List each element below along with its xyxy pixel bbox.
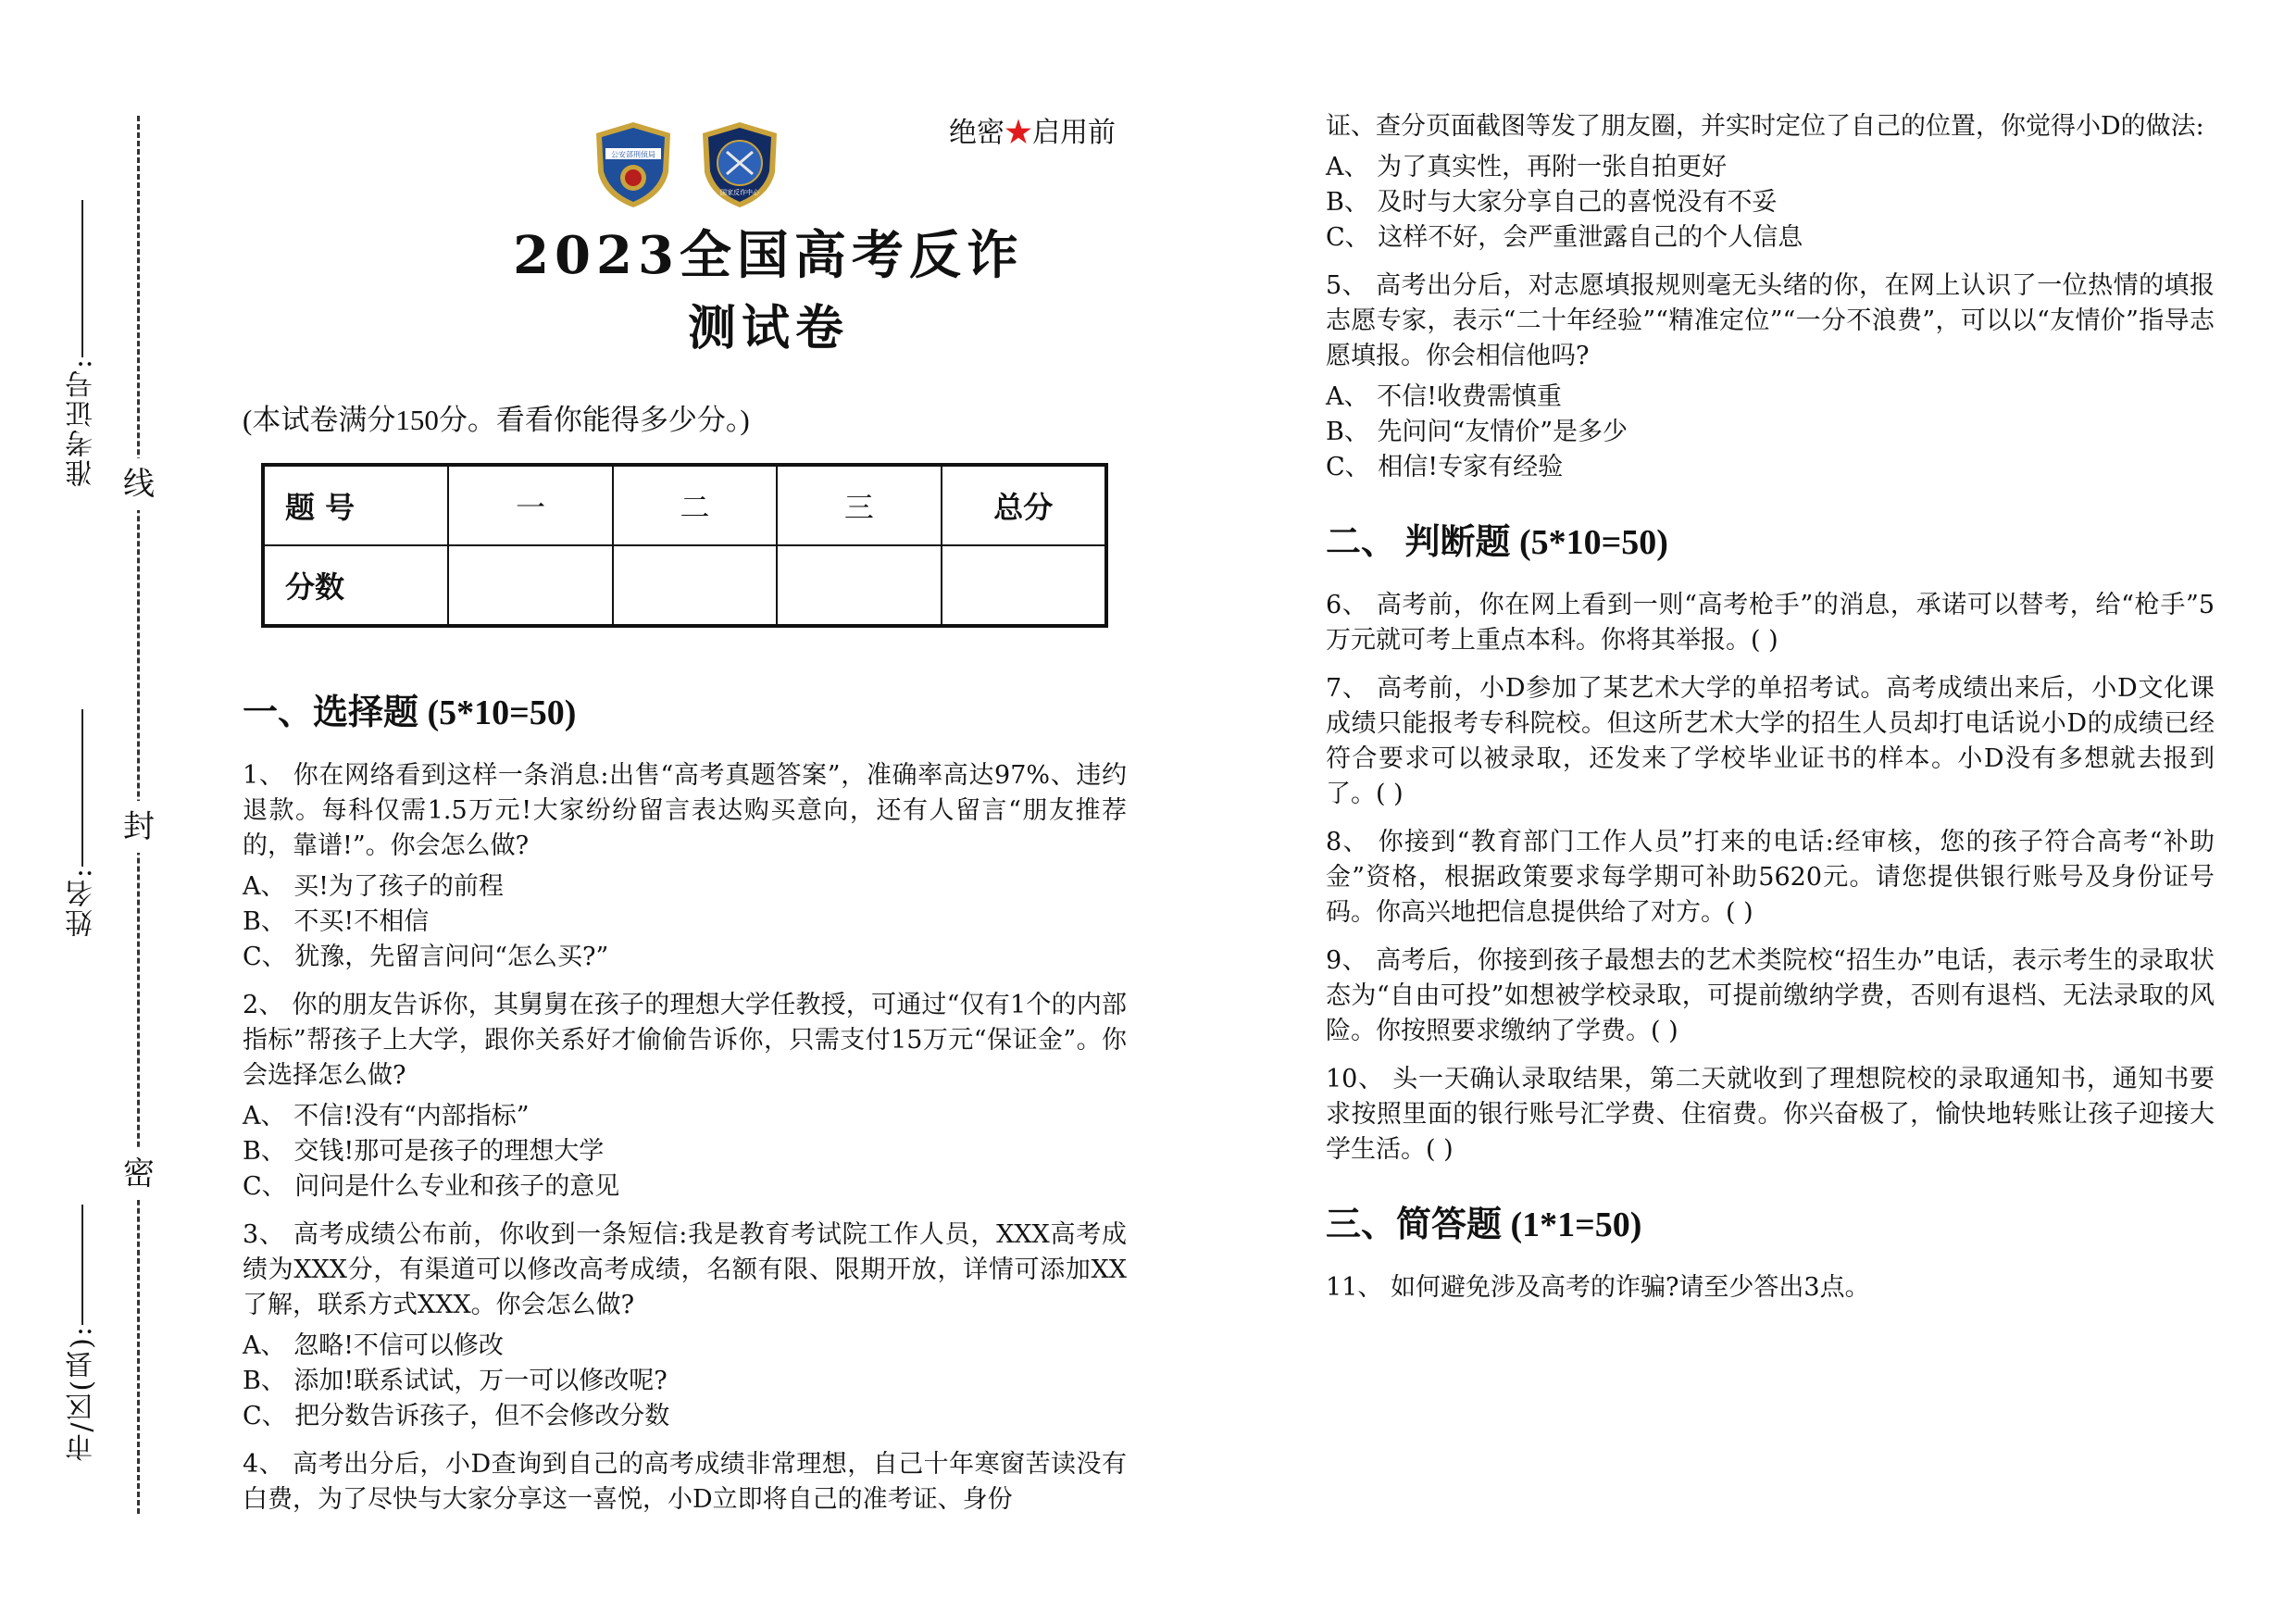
question-2-option-a: A、 不信!没有“内部指标” <box>243 1102 530 1131</box>
question-6-text: 6、 高考前，你在网上看到一则“高考枪手”的消息，承诺可以替考，给“枪手”5万元就可考上重点本科。你将其举报。( ) <box>1326 591 2215 655</box>
question-3-option-b: B、 添加!联系试试，万一可以修改呢? <box>243 1367 668 1395</box>
question-9 <box>1326 943 2215 1049</box>
score-cell-total[interactable] <box>942 545 1106 626</box>
anti-fraud-center-logo <box>699 120 780 209</box>
exam-id-underline <box>81 200 83 357</box>
question-4-continued <box>1326 109 2215 256</box>
question-11-text: 11、 如何避免涉及高考的诈骗?请至少答出3点。 <box>1326 1273 1870 1302</box>
question-7 <box>1326 671 2215 812</box>
name-underline <box>81 709 83 867</box>
question-9-text: 9、 高考后，你接到孩子最想去的艺术类院校“招生办”电话，表示考生的录取状态为“自由可投”如想被学校录取，可提前缴纳学费，否则有退档、无法录取的风险。你按照要求缴纳了学费。( ) <box>1326 946 2215 1045</box>
star-icon: ★ <box>1004 117 1032 149</box>
score-table-header-row <box>263 465 1106 545</box>
question-3-option-c: C、 把分数告诉孩子，但不会修改分数 <box>243 1402 670 1430</box>
question-2-text: 2、 你的朋友告诉你，其舅舅在孩子的理想大学任教授，可通过“仅有1个的内部指标”帮孩子上大学，跟你关系好才偷偷告诉你，只需支付15万元“保证金”。你会选择怎么做? <box>243 991 1127 1090</box>
exam-intro: (本试卷满分150分。看看你能得多少分。) <box>243 404 750 436</box>
question-4 <box>243 1447 1127 1518</box>
question-8-text: 8、 你接到“教育部门工作人员”打来的电话:经审核，您的孩子符合高考“补助金”资格，根据政策要求每学期可补助5620元。请您提供银行账号及身份证号码。你高兴地把信息提供给了对方。( ) <box>1326 828 2215 927</box>
city-label: 市/区(县): <box>66 1325 98 1462</box>
question-10-text: 10、 头一天确认录取结果，第二天就收到了理想院校的录取通知书，通知书要求按照里面的银行账号汇学费、住宿费。你兴奋极了，愉快地转账让孩子迎接大学生活。( ) <box>1326 1065 2215 1164</box>
question-1-option-c: C、 犹豫，先留言问问“怎么买?” <box>243 943 609 971</box>
score-cell-1[interactable] <box>448 545 612 626</box>
score-table-header-1: 一 <box>448 465 612 545</box>
question-5-option-c: C、 相信!专家有经验 <box>1326 453 1564 481</box>
question-3 <box>243 1218 1127 1434</box>
question-3-text: 3、 高考成绩公布前，你收到一条短信:我是教育考试院工作人员，XXX高考成绩为XXX分，有渠道可以修改高考成绩，名额有限、限期开放，详情可添加XX了解，联系方式XXX。你会怎么做? <box>243 1220 1127 1319</box>
question-8 <box>1326 825 2215 931</box>
score-table-score-row <box>263 545 1106 626</box>
question-1-option-a: A、 买!为了孩子的前程 <box>243 872 504 901</box>
exam-id-field <box>41 194 124 487</box>
confidential-mark <box>949 109 1116 150</box>
question-4-option-a: A、 为了真实性，再附一张自拍更好 <box>1326 153 1728 181</box>
score-table <box>261 463 1108 628</box>
name-field <box>41 704 124 937</box>
score-table-header-total: 总分 <box>942 465 1106 545</box>
confidential-suffix: 启用前 <box>1032 117 1116 149</box>
section3-heading: 三、简答题 (1*1=50) <box>1326 1206 1642 1244</box>
right-column <box>1326 109 2215 1311</box>
left-column <box>243 683 1127 1530</box>
exam-title: 2023全国高考反诈 <box>513 225 1024 286</box>
section2-heading: 二、 判断题 (5*10=50) <box>1326 523 1668 562</box>
seal-secret-char: 密 <box>119 1148 159 1200</box>
police-badge-text: 公安部刑侦局 <box>611 150 655 159</box>
question-5-option-b: B、 先问问“友情价”是多少 <box>1326 418 1628 446</box>
seal-line-char: 线 <box>119 458 159 510</box>
question-6 <box>1326 588 2215 658</box>
question-5-option-a: A、 不信!收费需慎重 <box>1326 382 1562 411</box>
exam-id-label: 准考证号: <box>66 357 98 488</box>
police-badge-logo <box>593 120 674 209</box>
question-1-option-b: B、 不买!不相信 <box>243 907 430 936</box>
score-cell-2[interactable] <box>613 545 777 626</box>
city-field <box>41 1199 124 1462</box>
question-5-text: 5、 高考出分后，对志愿填报规则毫无头绪的你，在网上认识了一位热情的填报志愿专家，表示“二十年经验”“精准定位”“一分不浪费”，可以以“友情价”指导志愿填报。你会相信他吗? <box>1326 271 2215 370</box>
score-table-header-2: 二 <box>613 465 777 545</box>
anti-fraud-center-text: 国家反诈中心 <box>720 189 759 196</box>
question-4-option-b: B、 及时与大家分享自己的喜悦没有不妥 <box>1326 188 1778 217</box>
section1-heading: 一、选择题 (5*10=50) <box>243 693 577 732</box>
question-4-continued-text: 证、查分页面截图等发了朋友圈，并实时定位了自己的位置，你觉得小D的做法: <box>1326 112 2204 141</box>
score-row-label: 分数 <box>263 545 448 626</box>
question-1 <box>243 758 1127 975</box>
question-7-text: 7、 高考前，小D参加了某艺术大学的单招考试。高考成绩出来后，小D文化课成绩只能报考专科院校。但这所艺术大学的招生人员却打电话说小D的成绩已经符合要求可以被录取，还发来了学校毕业证书的样本。小D没有多想就去报到了。( ) <box>1326 674 2215 808</box>
question-4-text: 4、 高考出分后，小D查询到自己的高考成绩非常理想，自己十年寒窗苦读没有白费，为了尽快与大家分享这一喜悦，小D立即将自己的准考证、身份 <box>243 1450 1127 1514</box>
question-4-option-c: C、 这样不好，会严重泄露自己的个人信息 <box>1326 223 1803 252</box>
score-cell-3[interactable] <box>777 545 941 626</box>
question-2-option-c: C、 问问是什么专业和孩子的意见 <box>243 1172 620 1201</box>
question-2 <box>243 988 1127 1205</box>
city-underline <box>81 1205 83 1325</box>
score-table-header-label: 题 号 <box>263 465 448 545</box>
question-1-text: 1、 你在网络看到这样一条消息:出售“高考真题答案”，准确率高达97%、违约退款。每科仅需1.5万元!大家纷纷留言表达购买意向，还有人留言“朋友推荐的，靠谱!”。你会怎么做? <box>243 761 1127 860</box>
exam-subtitle: 测试卷 <box>687 300 849 356</box>
question-3-option-a: A、 忽略!不信可以修改 <box>243 1331 504 1360</box>
question-5 <box>1326 269 2215 485</box>
seal-seal-char: 封 <box>119 801 159 853</box>
question-2-option-b: B、 交钱!那可是孩子的理想大学 <box>243 1137 605 1166</box>
name-label: 姓名: <box>66 867 98 938</box>
question-10 <box>1326 1062 2215 1168</box>
confidential-prefix: 绝密 <box>949 117 1004 149</box>
score-table-header-3: 三 <box>777 465 941 545</box>
